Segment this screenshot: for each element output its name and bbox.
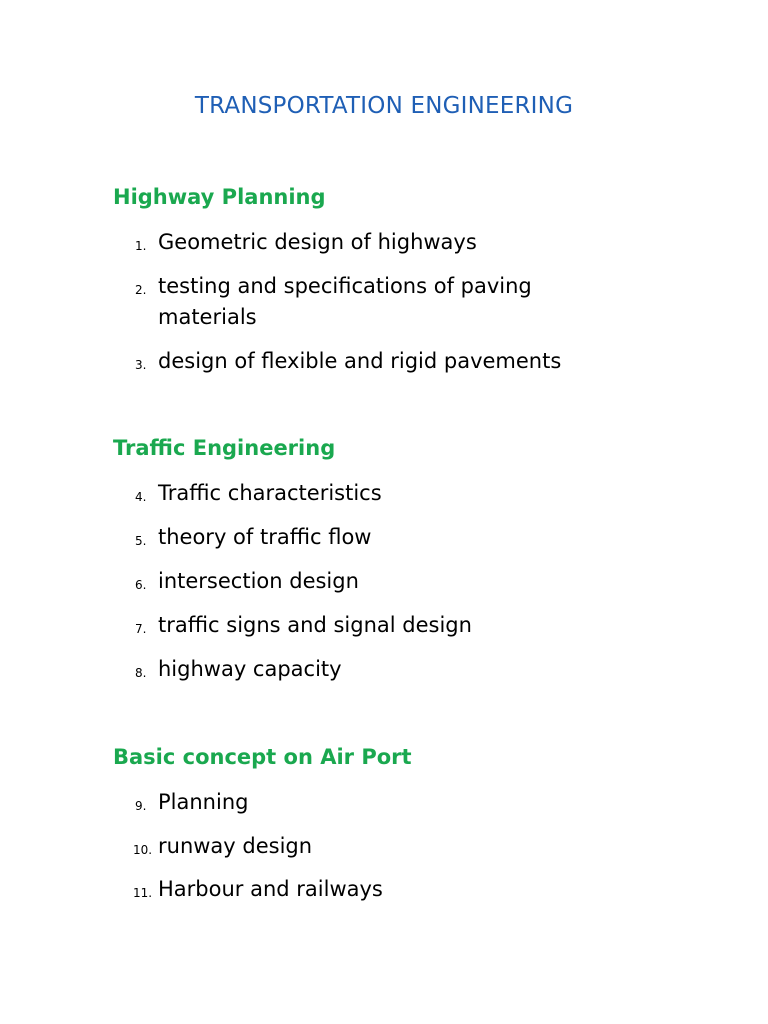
item-number: 10.: [133, 843, 153, 857]
item-number: 1.: [135, 239, 147, 253]
item-number: 8.: [135, 666, 147, 680]
list-item: [113, 271, 733, 333]
item-text: Geometric design of highways: [158, 230, 477, 254]
item-list: [113, 787, 733, 905]
list-item: [113, 831, 733, 862]
section-air-port: [113, 745, 733, 905]
item-text: Planning: [158, 790, 249, 814]
list-item: [113, 522, 733, 553]
item-number: 11.: [133, 886, 153, 900]
item-number: 2.: [135, 283, 147, 297]
item-number: 7.: [135, 622, 147, 636]
item-number: 4.: [135, 490, 147, 504]
item-number: 9.: [135, 799, 147, 813]
item-text: theory of traffic flow: [158, 525, 372, 549]
list-item: [113, 227, 733, 258]
section-traffic-engineering: [113, 436, 733, 685]
list-item: [113, 874, 733, 905]
section-heading: Basic concept on Air Port: [113, 745, 412, 769]
item-text: traffic signs and signal design: [158, 613, 472, 637]
item-text: intersection design: [158, 569, 359, 593]
document-title: TRANSPORTATION ENGINEERING: [194, 93, 574, 119]
section-heading: Highway Planning: [113, 185, 326, 209]
list-item: [113, 478, 733, 509]
item-text: Harbour and railways: [158, 877, 383, 901]
list-item: [113, 566, 733, 597]
section-heading: Traffic Engineering: [113, 436, 336, 460]
list-item: [113, 787, 733, 818]
item-number: 3.: [135, 358, 147, 372]
item-text: Traffic characteristics: [158, 481, 382, 505]
list-item: [113, 346, 733, 377]
item-number: 5.: [135, 534, 147, 548]
item-text: highway capacity: [158, 657, 342, 681]
item-text: testing and specifications of paving materials: [158, 274, 532, 329]
item-number: 6.: [135, 578, 147, 592]
item-list: [113, 478, 733, 685]
list-item: [113, 654, 733, 685]
list-item: [113, 610, 733, 641]
item-list: [113, 227, 733, 377]
section-highway-planning: [113, 185, 733, 377]
item-text: design of flexible and rigid pavements: [158, 349, 562, 373]
item-text: runway design: [158, 834, 313, 858]
